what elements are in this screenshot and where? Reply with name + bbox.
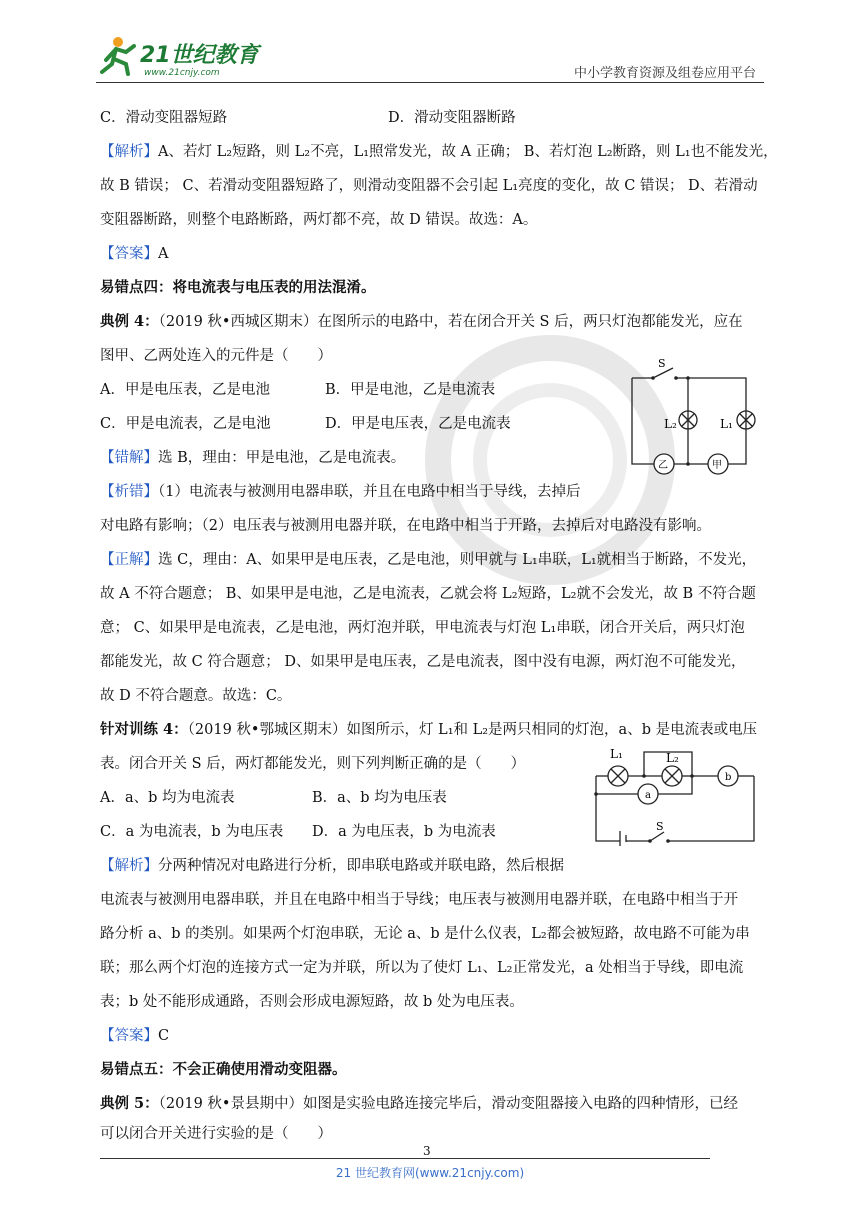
tr4-option-d: D．a 为电压表，b 为电流表 bbox=[312, 824, 496, 840]
switch-label: S bbox=[658, 357, 666, 370]
training-4-line-2: 表。闭合开关 S 后，两灯都能发光，则下列判断正确的是（ ） bbox=[100, 756, 526, 772]
ex4-option-c: C．甲是电流表，乙是电池 bbox=[100, 416, 271, 432]
option-d: D．滑动变阻器断路 bbox=[388, 110, 516, 126]
footer-divider bbox=[100, 1158, 710, 1159]
correct-answer-line-1: 【正解】选 C，理由：A、如果甲是电压表，乙是电池，则甲就与 L₁串联，L₁就相当于断路，不发光， bbox=[100, 552, 757, 568]
analysis2-line-5: 表；b 处不能形成通路，否则会形成电源短路，故 b 处为电压表。 bbox=[100, 994, 524, 1010]
analysis-line-3: 变阻器断路，则整个电路断路，两灯都不亮，故 D 错误。故选：A。 bbox=[100, 212, 538, 228]
analysis2-line-4: 联；那么两个灯泡的连接方式一定为并联，所以为了使灯 L₁、L₂正常发光，a 处相当于导线，即电流 bbox=[100, 960, 744, 976]
error-analysis-line-2: 对电路有影响；（2）电压表与被测用电器并联，在电路中相当于开路，去掉后对电路没有影响。 bbox=[100, 518, 711, 534]
correct-answer-line-2: 故 A 不符合题意； B、如果甲是电池，乙是电流表，乙就会将 L₂短路，L₂就不会发光，故 B 不符合题 bbox=[100, 586, 756, 602]
meter-b-label: b bbox=[725, 772, 732, 783]
correct-answer-line-3: 意； C、如果甲是电流表，乙是电池，两灯泡并联，甲电流表与灯泡 L₁串联，闭合开关后，两只灯泡 bbox=[100, 620, 745, 636]
ex4-option-d: D．甲是电压表，乙是电流表 bbox=[325, 416, 511, 432]
circuit-figure-2 bbox=[592, 746, 762, 846]
error-analysis-line-1: 【析错】（1）电流表与被测用电器串联，并且在电路中相当于导线，去掉后 bbox=[100, 484, 581, 500]
tr4-option-b: B．a、b 均为电压表 bbox=[312, 790, 447, 806]
error-point-5: 易错点五：不会正确使用滑动变阻器。 bbox=[100, 1061, 347, 1078]
page-number: 3 bbox=[423, 1144, 431, 1158]
lamp-l1-label: L₁ bbox=[610, 747, 623, 761]
analysis-tag: 【解析】 bbox=[100, 144, 158, 160]
ex4-option-b: B．甲是电池，乙是电流表 bbox=[325, 382, 496, 398]
training-4-line-1: 针对训练 4：（2019 秋•鄂城区期末）如图所示，灯 L₁和 L₂是两只相同的灯泡，a、b 是电流表或电压 bbox=[100, 721, 758, 738]
meter-yi-label: 乙 bbox=[658, 460, 668, 471]
option-c: C．滑动变阻器短路 bbox=[100, 110, 228, 126]
tr4-option-a: A．a、b 均为电流表 bbox=[100, 790, 235, 806]
answer-2: 【答案】C bbox=[100, 1028, 170, 1044]
wrong-answer: 【错解】选 B，理由：甲是电池，乙是电流表。 bbox=[100, 450, 406, 466]
analysis-line-2: 故 B 错误； C、若滑动变阻器短路了，则滑动变阻器不会引起 L₁亮度的变化，故 C 错误； D、若滑动 bbox=[100, 178, 758, 194]
lamp-l2-label: L₂ bbox=[666, 751, 679, 765]
logo-text: 21世纪教育 bbox=[140, 43, 259, 68]
logo-url: www.21cnjy.com bbox=[144, 68, 220, 78]
header-divider bbox=[96, 82, 764, 83]
brand-logo bbox=[96, 32, 271, 80]
analysis2-line-1: 【解析】分两种情况对电路进行分析，即串联电路或并联电路，然后根据 bbox=[100, 858, 564, 874]
example-5-line-1: 典例 5：（2019 秋•景县期中）如图是实验电路连接完毕后，滑动变阻器接入电路的四种情形，已经 bbox=[100, 1095, 738, 1112]
example-4-line-2: 图甲、乙两处连入的元件是（ ） bbox=[100, 348, 332, 364]
error-point-4: 易错点四：将电流表与电压表的用法混淆。 bbox=[100, 279, 376, 296]
runner-icon bbox=[102, 37, 134, 74]
correct-answer-line-4: 都能发光，故 C 符合题意； D、如果甲是电压表，乙是电流表，图中没有电源，两灯泡不可能发光， bbox=[100, 654, 746, 670]
lamp-l1-label: L₁ bbox=[720, 417, 733, 431]
tr4-option-c: C．a 为电流表，b 为电压表 bbox=[100, 824, 284, 840]
meter-jia-label: 甲 bbox=[712, 460, 722, 471]
footer-site[interactable]: 21 世纪教育网(www.21cnjy.com) bbox=[335, 1166, 525, 1180]
ex4-option-a: A．甲是电压表，乙是电池 bbox=[100, 382, 270, 398]
example-5-line-2: 可以闭合开关进行实验的是（ ） bbox=[100, 1126, 332, 1142]
meter-a-label: a bbox=[645, 790, 651, 801]
switch-label: S bbox=[656, 820, 664, 833]
analysis-line-1: 【解析】A、若灯 L₂短路，则 L₂不亮，L₁照常发光，故 A 正确； B、若灯泡 L₂断路，则 L₁也不能发光， bbox=[100, 144, 778, 160]
example-4-line-1: 典例 4：（2019 秋•西城区期末）在图所示的电路中，若在闭合开关 S 后，两只灯泡都能发光，应在 bbox=[100, 313, 743, 330]
correct-answer-line-5: 故 D 不符合题意。故选：C。 bbox=[100, 688, 292, 704]
answer-1: 【答案】A bbox=[100, 246, 169, 262]
platform-name: 中小学教育资源及组卷应用平台 bbox=[573, 66, 756, 81]
analysis2-line-2: 电流表与被测用电器串联，并且在电路中相当于导线；电压表与被测用电器并联，在电路中相当于开 bbox=[100, 892, 738, 908]
analysis2-line-3: 路分析 a、b 的类别。如果两个灯泡串联，无论 a、b 是什么仪表，L₂都会被短路，故电路不可能为串 bbox=[100, 926, 750, 942]
lamp-l2-label: L₂ bbox=[664, 417, 677, 431]
